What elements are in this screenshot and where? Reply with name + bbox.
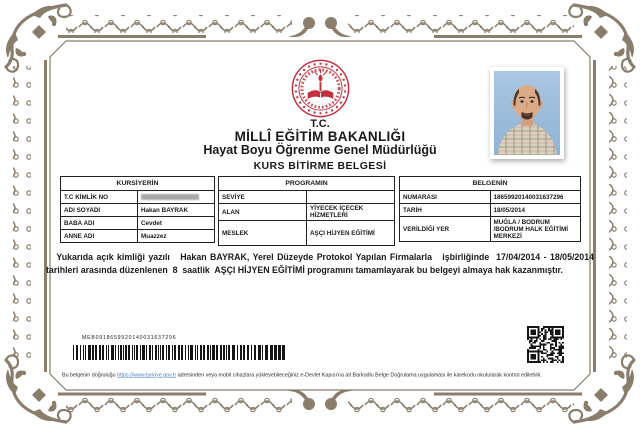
table-programin-header: PROGRAMIN xyxy=(219,177,395,191)
table-row: BABA ADI Cevdet xyxy=(61,217,215,230)
meb-emblem-icon xyxy=(291,59,350,118)
table-row: VERİLDİĞİ YER MUĞLA / BODRUM /BODRUM HALK EĞİTİMİ MERKEZİ xyxy=(400,217,581,242)
verification-link[interactable]: https://www.turkiye.gov.tr xyxy=(117,372,177,379)
table-kursiyerin xyxy=(60,176,215,243)
table-belgenin-header: BELGENİN xyxy=(400,177,581,191)
table-row: ANNE ADI Muazzez xyxy=(61,230,215,243)
table-row: NUMARASI 18659920140031637296 xyxy=(400,191,581,204)
table-belgenin xyxy=(399,176,581,242)
table-row: TARİH 18/05/2014 xyxy=(400,204,581,217)
header-ministry: MİLLÎ EĞİTİM BAKANLIĞI xyxy=(234,129,406,144)
table-row: MESLEK AŞÇI HİJYEN EĞİTİMİ xyxy=(219,221,395,246)
table-kursiyerin-header: KURSİYERİN xyxy=(61,177,215,191)
table-row: ALAN YİYECEK İÇECEK HİZMETLERİ xyxy=(219,204,395,221)
header-directorate: Hayat Boyu Öğrenme Genel Müdürlüğü xyxy=(203,143,437,157)
barcode-number: MEB0918659920140031637296 xyxy=(82,335,177,341)
footer-post-text: adresinden veya mobil cihazlara yükleyebileceğiniz e-Devlet Kapısı'na ait Barkodlu Belge Doğrulama uygulaması ile karekodu okutularak kontrol edilebilir. xyxy=(176,372,542,379)
table-row: ADI SOYADI Hakan BAYRAK xyxy=(61,204,215,217)
table-row: T.C KİMLİK NO xyxy=(61,191,215,204)
verification-note xyxy=(62,372,587,378)
table-programin xyxy=(218,176,395,246)
barcode-icon xyxy=(73,345,291,360)
header-country: T.C. xyxy=(310,118,330,130)
completion-statement: Yukarıda açık kimliği yazılı Hakan BAYRAK, Yerel Düzeyde Protokol Yapılan Firmalarla işbirliğinde 17/04/2014 - 18/05/2014 tarihleri arasında düzenlenen 8 saatlik AŞÇI HİJYEN EĞİTİMİ programını tamamlayarak bu belgeyi almaya hak kazanmıştır. xyxy=(46,252,599,275)
qr-code-icon xyxy=(527,326,564,363)
certificate-title: KURS BİTİRME BELGESİ xyxy=(253,160,387,172)
footer-pre-text: Bu belgenin doğruluğu xyxy=(62,372,118,379)
redacted-id-number xyxy=(141,194,199,200)
table-row: SEVİYE xyxy=(219,191,395,204)
